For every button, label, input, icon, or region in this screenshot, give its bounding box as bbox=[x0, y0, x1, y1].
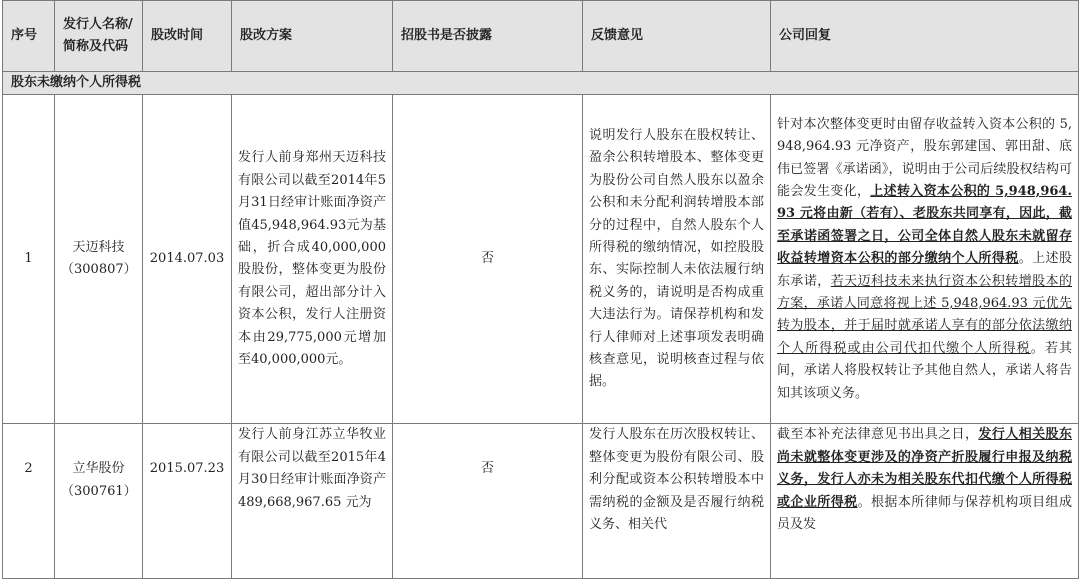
reform-plan: 发行人前身江苏立华牧业有限公司以截至2015年4月30日经审计账面净资产489,668,967.65 元为 bbox=[232, 424, 393, 579]
header-row bbox=[3, 1, 1079, 72]
row-number: 1 bbox=[3, 95, 55, 424]
reply-part: 。若其间，承诺人将股权转让予其他自然人，承诺人将告知其该项义务。 bbox=[777, 340, 1072, 401]
header-no: 序号 bbox=[3, 1, 55, 72]
reply-emphasis: 上述转入资本公积的 5,948,964.93 元将由新（若有）、老股东共同享有，因此，截至承诺函签署之日，公司全体自然人股东未就留存收益转增资本公积的部分缴纳个人所得税 bbox=[777, 183, 1072, 267]
feedback-text: 发行人股东在历次股权转让、整体变更为股份有限公司、股利分配或资本公积转增股本中需纳税的金额及是否履行纳税义务、相关代 bbox=[583, 424, 771, 579]
issuer-code: （300761） bbox=[61, 483, 137, 499]
header-plan: 股改方案 bbox=[232, 1, 393, 72]
reply-underline: 若天迈科技未来执行资本公积转增股本的方案，承诺人同意将视上述 5,948,964.93 元优先转为股本，并于届时就承诺人享有的部分依法缴纳个人所得税或由公司代扣代缴个人所得税 bbox=[777, 273, 1072, 356]
issuer-code: （300807） bbox=[61, 262, 137, 278]
table-row bbox=[3, 424, 1079, 579]
reply-emphasis: 发行人相关股东尚未就整体变更涉及的净资产折股履行申报及纳税义务，发行人亦未为相关股东代扣代缴个人所得税或企业所得税 bbox=[777, 427, 1072, 510]
header-date: 股改时间 bbox=[143, 1, 232, 72]
reply-part: 。根据本所律师与保荐机构项目组成员及发 bbox=[777, 494, 1072, 533]
section-title: 股东未缴纳个人所得税 bbox=[3, 72, 1079, 95]
disclosed-value: 否 bbox=[393, 424, 583, 579]
reform-date: 2014.07.03 bbox=[143, 95, 232, 424]
reform-date: 2015.07.23 bbox=[143, 424, 232, 579]
header-disclosed: 招股书是否披露 bbox=[393, 1, 583, 72]
header-feedback: 反馈意见 bbox=[583, 1, 771, 72]
issuer-cell bbox=[55, 424, 143, 579]
reply-part: 针对本次整体变更时由留存收益转入资本公积的 5,948,964.93 元净资产，股东郭建国、郭田甜、底伟已签署《承诺函》，说明由于公司后续股权结构可能会发生变化， bbox=[777, 116, 1072, 199]
issuer-cell bbox=[55, 95, 143, 424]
table-row bbox=[3, 95, 1079, 424]
feedback-text: 说明发行人股东在股权转让、盈余公积转增股本、整体变更为股份公司自然人股东以盈余公积和未分配利润转增股本部分的过程中，自然人股东个人所得税的缴纳情况，如控股股东、实际控制人未依法履行纳税义务的，请说明是否构成重大违法行为。请保荐机构和发行人律师对上述事项发表明确核查意见，说明核查过程与依据。 bbox=[583, 95, 771, 424]
issuer-name: 立华股份 bbox=[72, 461, 125, 477]
reply-part: 。上述股东承诺， bbox=[777, 251, 1072, 289]
disclosed-value: 否 bbox=[393, 95, 583, 424]
section-row bbox=[3, 72, 1079, 95]
comparison-table bbox=[2, 0, 1079, 579]
reply-text bbox=[771, 95, 1079, 424]
header-reply: 公司回复 bbox=[771, 1, 1079, 72]
reply-text bbox=[771, 424, 1079, 579]
reform-plan: 发行人前身郑州天迈科技有限公司以截至2014年5月31日经审计账面净资产值45,948,964.93元为基础，折合成40,000,000股股份，整体变更为股份有限公司，超出部分计入资本公积，发行人注册资本由29,775,000元增加至40,000,000元。 bbox=[232, 95, 393, 424]
issuer-name: 天迈科技 bbox=[72, 240, 125, 255]
reply-part: 截至本补充法律意见书出具之日， bbox=[777, 427, 979, 443]
row-number: 2 bbox=[3, 424, 55, 579]
header-issuer: 发行人名称/简称及代码 bbox=[55, 1, 143, 72]
